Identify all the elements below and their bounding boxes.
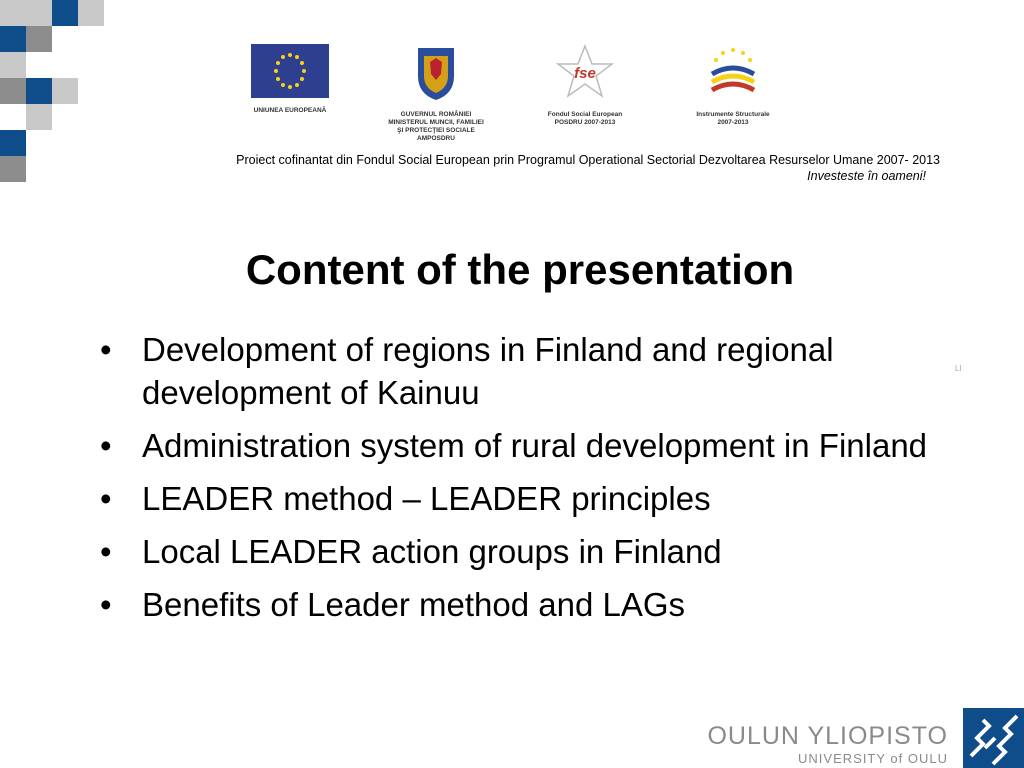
bullet-text: LEADER method – LEADER principles bbox=[142, 480, 711, 517]
bullet-item bbox=[100, 530, 940, 573]
bullet-item bbox=[100, 328, 940, 414]
bullet-text: Administration system of rural development in Finland bbox=[142, 427, 928, 464]
project-notice bbox=[0, 152, 940, 184]
gov-logo bbox=[376, 44, 496, 143]
university-name bbox=[707, 724, 948, 765]
bullet-text: Local LEADER action groups in Finland bbox=[142, 533, 722, 570]
content-bullet-list bbox=[100, 328, 940, 636]
university-name-fi: OULUN YLIOPISTO bbox=[707, 722, 948, 750]
university-name-en: UNIVERSITY of OULU bbox=[798, 751, 948, 766]
fse-caption: Fondul Social European POSDRU 2007-2013 bbox=[547, 111, 623, 126]
structural-instruments-icon bbox=[702, 44, 764, 102]
structural-instruments-caption: Instrumente Structurale 2007-2013 bbox=[696, 111, 770, 126]
bullet-dot: • bbox=[100, 480, 112, 517]
bullet-dot: • bbox=[100, 427, 112, 464]
bullet-item bbox=[100, 424, 940, 467]
eu-caption: UNIUNEA EUROPEANĂ bbox=[253, 107, 327, 114]
bullet-item bbox=[100, 583, 940, 626]
gov-caption: GUVERNUL ROMÂNIEI MINISTERUL MUNCII, FAMILIEI ŞI PROTECŢIEI SOCIALE AMPOSDRU bbox=[388, 111, 484, 142]
university-logo-icon bbox=[963, 708, 1024, 768]
fse-logo bbox=[530, 44, 640, 127]
bullet-dot: • bbox=[100, 533, 112, 570]
bullet-item bbox=[100, 477, 940, 520]
bullet-dot: • bbox=[100, 586, 112, 623]
bullet-text: Benefits of Leader method and LAGs bbox=[142, 586, 686, 623]
fse-star-icon bbox=[555, 44, 615, 102]
eu-flag-icon bbox=[251, 44, 329, 98]
bullet-dot: • bbox=[100, 331, 112, 368]
side-marker: LI bbox=[955, 364, 962, 373]
slide-title: Content of the presentation bbox=[245, 246, 795, 293]
project-line: Proiect cofinantat din Fondul Social European prin Programul Operational Sectorial Dezvoltarea Resurselor Umane 2007- 2013 bbox=[236, 153, 940, 167]
bullet-text: Development of regions in Finland and regional development of Kainuu bbox=[142, 331, 834, 411]
project-motto: Investeste în oameni! bbox=[807, 169, 926, 183]
eu-logo bbox=[250, 44, 330, 115]
romanian-coat-of-arms-icon bbox=[414, 44, 458, 102]
structural-instruments-logo bbox=[678, 44, 788, 127]
fse-mark: fse bbox=[574, 65, 596, 82]
